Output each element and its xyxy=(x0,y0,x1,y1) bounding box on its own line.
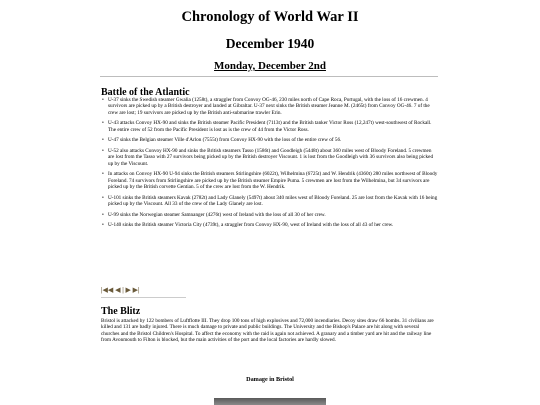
blitz-heading: The Blitz xyxy=(101,306,141,317)
page-title: Chronology of World War II xyxy=(181,9,359,25)
pager-nav xyxy=(101,285,140,294)
list-item: • U-99 sinks the Norwegian steamer Samnanger (4276t) west of Ireland with the loss of all 30 of her crew. xyxy=(101,212,438,218)
short-divider xyxy=(101,297,186,298)
list-item: • U-37 sinks the Swedish steamer Gwalia (1258t), a straggler from Convoy OG-46, 230 miles north of Cape Roca, Portugal, with the loss of 16 crewmen. 4 survivors are picked up by a British destroyer and landed at Gibraltar. U-37 next sinks the British steamer Jeanne M. (2465t) from Convoy OG-46. 7 of the crew are lost; 19 survivors are picked up by the British anti-submarine trawler Erin. xyxy=(101,97,438,116)
list-item: • U-43 attacks Convoy HX-90 and sinks the British steamer Pacific President (7113t) and the British tanker Victor Ross (12,247t) west-southwest of Rockall. The entire crew of 52 from the Pacific President is lost as is the crew of 44 from the Victor Ross. xyxy=(101,120,438,133)
list-item: • U-101 sinks the British steamers Kavak (2782t) and Lady Glanely (5497t) about 340 miles west of Bloody Foreland. 25 are lost from the Kavak with 16 being picked up by the Viscount. All 33 of the crew of the Lady Glanely are lost. xyxy=(101,195,438,208)
list-item: • U-52 also attacks Convoy HX-90 and sinks the British steamers Tasso (1586t) and Goodleigh (5448t) about 360 miles west of Bloody Foreland. 5 crewmen are lost from the Tasso with 27 survivors being picked up by the British destroyer Viscount. 1 is lost from the Goodleigh with 36 survivors also being picked up by the Viscount. xyxy=(101,148,438,167)
first-page-icon[interactable]: |◀◀ xyxy=(101,286,114,294)
last-page-icon[interactable]: ▶| xyxy=(132,286,140,294)
pager-separator: | xyxy=(122,286,124,294)
day-link[interactable]: Monday, December 2nd xyxy=(214,60,326,72)
photo-caption: Damage in Bristol xyxy=(246,376,294,383)
list-item: • U-140 sinks the British steamer Victoria City (4739t), a straggler from Convoy HX-90, west of Ireland with the loss of all 43 of her crew. xyxy=(101,222,438,228)
next-page-icon[interactable]: ▶ xyxy=(125,286,131,294)
bristol-photo xyxy=(214,398,326,405)
blitz-paragraph: Bristol is attacked by 122 bombers of Luftflotte III. They drop 100 tons of high explosives and 72,000 incendiaries. Decoy sites draw 66 bombs. 31 civilians are killed and 131 are badly injured. There is much damage to private and public buildings. The University and the Bishop's Palace are hit along with several churches and the Bristol Children's Hospital. To affect the economy with the raid is again not achieved. A granary and a timber yard are hit and the railway line from Avonmouth to Filton is blocked, but the main activities of the port and the local factories are hardly slowed. xyxy=(101,318,434,344)
list-item: • U-47 sinks the Belgian steamer Ville d'Arlon (7555t) from Convoy HX-90 with the loss of the entire crew of 56. xyxy=(101,137,438,143)
prev-page-icon[interactable]: ◀ xyxy=(115,286,121,294)
month-heading: December 1940 xyxy=(225,36,315,51)
atlantic-heading: Battle of the Atlantic xyxy=(101,87,190,98)
atlantic-list xyxy=(101,97,438,233)
list-item: • In attacks on Convoy HX-90 U-94 sinks the British steamers Stirlingshire (6022t), Wilhelmina (6725t) and W. Hendrik (4360t) 280 miles northwest of Bloody Foreland. 74 survivors from Stirlingshire are picked up by the British steamer Empire Puma. 5 crewmen are lost from the Wilhelmina, but 34 survivors are picked up by the British corvette Gentian. 5 of the crew are lost from the W. Hendrik. xyxy=(101,171,438,190)
divider xyxy=(100,76,438,77)
